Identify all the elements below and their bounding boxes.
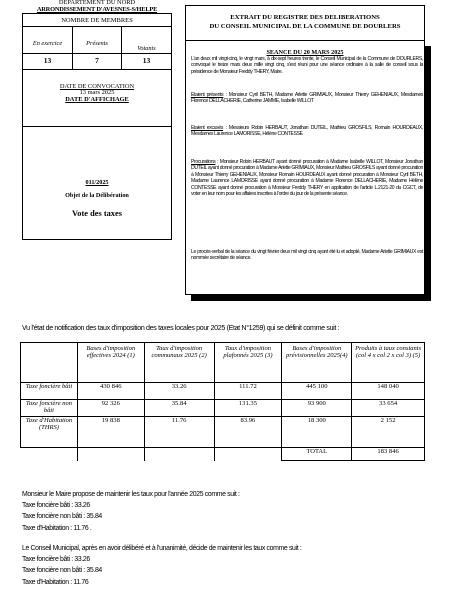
presents-label: Présents [86, 40, 108, 47]
extract-title-line1: EXTRAIT DU REGISTRE DES DELIBERATIONS [230, 14, 380, 21]
table-cell [144, 448, 214, 461]
en-exercice-label: En exercice [32, 40, 63, 47]
table-total-row [21, 448, 425, 461]
seance-presents [191, 92, 423, 105]
maire-rate-fnb: Taxe foncière non bâti : 35.84 [22, 513, 102, 521]
convocation-block [23, 69, 171, 127]
seance-box [185, 40, 425, 295]
table-cell: 93 900 [282, 400, 352, 417]
members-en-exercice-column [23, 27, 73, 69]
convocation-date: 13 mars 2025 [79, 89, 115, 97]
seance-procurations [191, 159, 423, 197]
arrondissement-label: ARRONDISSEMENT D'AVESNES-S/HELPE [36, 5, 158, 13]
table-cell: 148 040 [352, 383, 425, 400]
maire-rate-th: Taxe d'Habitation : 11.76 . [22, 524, 92, 532]
table-row [21, 383, 425, 400]
seance-title: SEANCE DU 20 MARS 2025 [266, 49, 344, 56]
row-label: Taxe foncière bâti [21, 383, 78, 400]
procurations-heading: Procurations [191, 159, 216, 165]
seance-excuses [191, 125, 423, 138]
table-cell: 33.26 [144, 383, 214, 400]
notification-paragraph: Vu l'état de notification des taux d'imposition des taxes locales pour 2025 (Etat N°1259) qui se définit comme suit : [22, 324, 340, 332]
en-exercice-value: 13 [43, 56, 52, 65]
members-title: NOMBRE DE MEMBRES [23, 14, 171, 27]
table-cell [21, 448, 78, 461]
total-label: TOTAL [282, 448, 352, 461]
table-row [21, 417, 425, 448]
conseil-decision [22, 543, 301, 588]
excuses-list: : Messieurs Robin HERBAUT, Jonathan DUTEIL, Mathieu GROSFILS, Romain HOURDEAUX, Mesdames Laurence LAMORISSE, Hélène CONTESSE [191, 125, 423, 138]
table-cell: 131.35 [214, 400, 282, 417]
deliberation-number: 011/2025 [85, 179, 109, 186]
table-cell [214, 448, 282, 461]
maire-intro: Monsieur le Maire propose de maintenir les taux pour l'année 2025 comme suit : [22, 491, 240, 498]
maire-rate-fb: Taxe foncière bâti : 33.26 [22, 502, 90, 510]
table-header-cell: Bases d'imposition effectives 2024 (1) [77, 343, 144, 383]
convocation-title: DATE DE CONVOCATION [59, 83, 135, 90]
deliberation-object: Vote des taxes [72, 209, 122, 218]
seance-intro: L'an deux mil vingt-cinq, le vingt mars, à dix-sept heures trente, le Conseil Municipal de la Commune de DOURLERS, convoqué le treize mars deux mille vingt cinq, s'est réuni pour une séance ordinaire à la salle de conseil sous la présidence de Monsieur Freddy THERY, Maire. [191, 56, 423, 75]
members-votants-column [122, 27, 171, 69]
procurations-list: : Monsieur Robin HERBAUT ayant donné procuration à Madame Isabelle WILLOT, Monsieur Jonathan DUTEIL ayant donné procuration à Madame Arlette GRIMIAUX, Monsieur Mathieu GROSFILS ayant donné procuration à Monsieur Thierry GEHENIAUX, Monsieur Romain HOURDEAUX ayant donné procuration à Monsieur Cyril BETH, Madame Laurence LAMORISSE ayant donné procuration à Madame Florence DELLACHERIE, Madame Hélène CONTESSE ayant donné procuration à Monsieur Freddy THERY en application de l'article L.2121-20 du CGCT, de voter en leur nom pour les affaires inscrites à l'ordre du jour de la présente séance. [191, 159, 423, 198]
conseil-intro: Le Conseil Municipal, après en avoir délibéré et à l'unanimité, décide de maintenir les taux comme suit : [22, 545, 302, 552]
seance-proces-verbal: Le procès-verbal de la séance du vingt février deux mil vingt cinq ayant été lu et adopté, Madame Arlette GRIMIAUX est nommée secrétaire de séance. [191, 249, 423, 262]
table-header-cell: Produits à taux constants (col 4 x col 2 x col 3) (5) [352, 343, 425, 383]
excuses-heading: Etaient excusés [191, 125, 224, 131]
table-cell: 83.96 [214, 417, 282, 448]
row-label: Taxe foncière non bâti [21, 400, 78, 417]
maire-proposal [22, 489, 240, 534]
conseil-rate-fb: Taxe foncière bâti : 33.26 [22, 556, 90, 564]
table-cell: 111.72 [214, 383, 282, 400]
members-box [22, 13, 172, 240]
table-row [21, 400, 425, 417]
presents-list: : Monsieur Cyril BETH, Madame Arlette GRIMIAUX, Monsieur Thierry GEHENIAUX, Mesdames Florence DELLACHERIE, Catherine JAMME, Isabelle WILLOT [191, 92, 423, 105]
table-cell: 2 152 [352, 417, 425, 448]
table-cell: 92 326 [77, 400, 144, 417]
votants-value: 13 [142, 56, 151, 65]
affichage-title: DATE D'AFFICHAGE [65, 95, 129, 103]
tax-rates-table [20, 342, 425, 461]
votants-label: Votants [137, 45, 156, 52]
table-cell: 18 300 [282, 417, 352, 448]
table-header-cell: Taux d'imposition plafonnés 2025 (3) [214, 343, 282, 383]
total-value: 183 846 [352, 448, 425, 461]
presents-heading: Etaient présents [191, 92, 224, 98]
table-header-cell: Bases d'imposition prévisionnelles 2025(4) [282, 343, 352, 383]
table-cell: 33 654 [352, 400, 425, 417]
conseil-rate-th: Taxe d'Habitation : 11.76 [22, 578, 89, 586]
members-presents-column [73, 27, 122, 69]
presents-value: 7 [95, 56, 99, 65]
extract-title-line2: DU CONSEIL MUNICIPAL DE LA COMMUNE DE DOURLERS [209, 22, 401, 30]
table-cell: 445 100 [282, 383, 352, 400]
deliberation-object-label: Objet de la Délibération [65, 192, 129, 199]
document-header [22, 0, 172, 13]
extract-title-box [185, 5, 425, 41]
row-label: Taxe d'Habitation (THRS) [21, 417, 78, 448]
department-label: DEPARTEMENT DU NORD [58, 0, 136, 6]
conseil-rate-fnb: Taxe foncière non bâti : 35.84 [22, 567, 102, 575]
table-cell: 430 846 [77, 383, 144, 400]
table-header-cell [21, 343, 78, 383]
table-cell: 19 838 [77, 417, 144, 448]
table-header-row [21, 343, 425, 383]
table-cell [77, 448, 144, 461]
table-cell: 11.76 [144, 417, 214, 448]
table-header-cell: Taux d'imposition communaux 2025 (2) [144, 343, 214, 383]
table-cell: 35.84 [144, 400, 214, 417]
